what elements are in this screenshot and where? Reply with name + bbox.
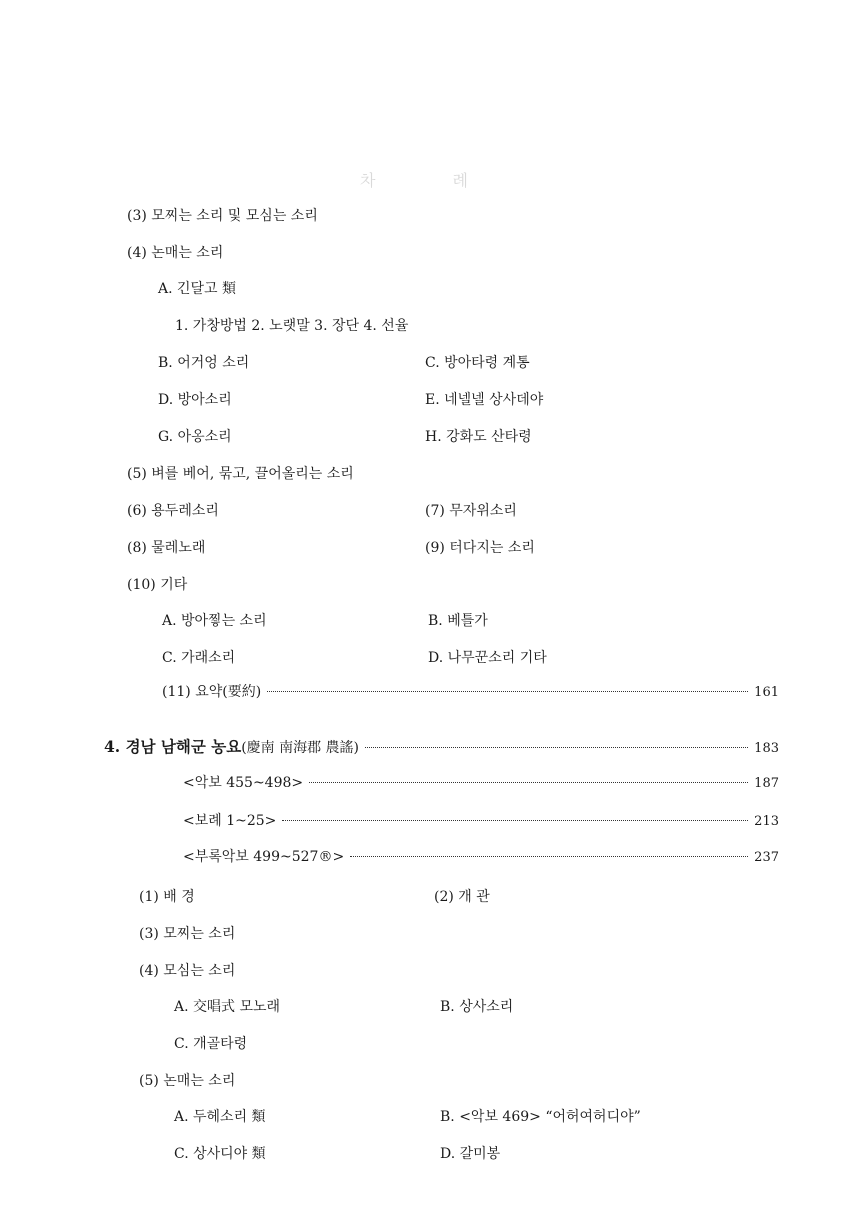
leader-dots: [267, 691, 748, 692]
toc-subentry: C. 상사디야 類: [174, 1146, 266, 1162]
toc-entry: (8) 물레노래: [127, 540, 206, 556]
bleed-through-title: 차 례: [360, 171, 504, 190]
page-number: 237: [754, 850, 779, 865]
toc-entry: (2) 개 관: [434, 889, 490, 905]
toc-subentry: D. 나무꾼소리 기타: [428, 650, 547, 666]
toc-subentry: G. 아옹소리: [158, 429, 232, 445]
toc-label: <보례 1~25>: [183, 813, 277, 829]
toc-entry: (5) 논매는 소리: [139, 1073, 236, 1089]
toc-entry: (6) 용두레소리: [127, 503, 219, 519]
section-title-hanja: (慶南 南海郡 農謠): [241, 740, 360, 756]
leader-dots: [365, 747, 748, 748]
toc-entry: (7) 무자위소리: [425, 503, 517, 519]
leader-dots: [350, 856, 748, 857]
toc-subentry: B. <악보 469> “어허여허디야”: [440, 1109, 641, 1125]
leader-dots: [309, 782, 748, 783]
page-number: 213: [754, 814, 779, 829]
toc-subentry: A. 두헤소리 類: [174, 1109, 266, 1125]
toc-subentry: E. 네넬넬 상사데야: [425, 392, 544, 408]
toc-subentry: D. 방아소리: [158, 392, 232, 408]
leader-dots: [282, 820, 748, 821]
toc-entry: (5) 벼를 베어, 묶고, 끌어올리는 소리: [127, 466, 354, 482]
page-number: 161: [754, 685, 779, 700]
toc-label: (11) 요약(要約): [162, 684, 262, 700]
page-number: 187: [754, 776, 779, 791]
toc-subentry: C. 개골타령: [174, 1036, 248, 1052]
toc-label: <악보 455~498>: [183, 775, 304, 791]
toc-label: <부록악보 499~527®>: [183, 849, 345, 865]
page-number: 183: [754, 741, 779, 756]
toc-leader-row: [183, 846, 779, 868]
section-heading: [104, 736, 779, 758]
section-title-text: 4. 경남 남해군 농요: [104, 737, 242, 756]
toc-subentry: B. 베틀가: [428, 613, 488, 629]
toc-leader-row: [162, 681, 779, 703]
toc-entry: (10) 기타: [127, 577, 188, 593]
toc-leader-row: [183, 810, 779, 832]
toc-subentry: B. 상사소리: [440, 999, 514, 1015]
toc-entry: (4) 모심는 소리: [139, 963, 236, 979]
toc-subentry: C. 방아타령 계통: [425, 355, 530, 371]
toc-subentry: A. 긴달고 類: [158, 281, 237, 297]
toc-subentry: A. 交唱式 모노래: [174, 999, 281, 1015]
toc-entry: (1) 배 경: [139, 889, 195, 905]
toc-subentry-detail: 1. 가창방법 2. 노랫말 3. 장단 4. 선율: [175, 318, 409, 334]
toc-subentry: C. 가래소리: [162, 650, 236, 666]
toc-entry: (3) 모찌는 소리: [139, 926, 236, 942]
toc-subentry: A. 방아찧는 소리: [162, 613, 267, 629]
toc-subentry: H. 강화도 산타령: [425, 429, 532, 445]
toc-entry: (3) 모찌는 소리 및 모심는 소리: [127, 208, 318, 224]
section-title: [104, 736, 359, 759]
toc-leader-row: [183, 772, 779, 794]
toc-subentry: D. 갈미봉: [440, 1146, 501, 1162]
toc-subentry: B. 어거엉 소리: [158, 355, 250, 371]
toc-entry: (9) 터다지는 소리: [425, 540, 535, 556]
toc-entry: (4) 논매는 소리: [127, 245, 224, 261]
